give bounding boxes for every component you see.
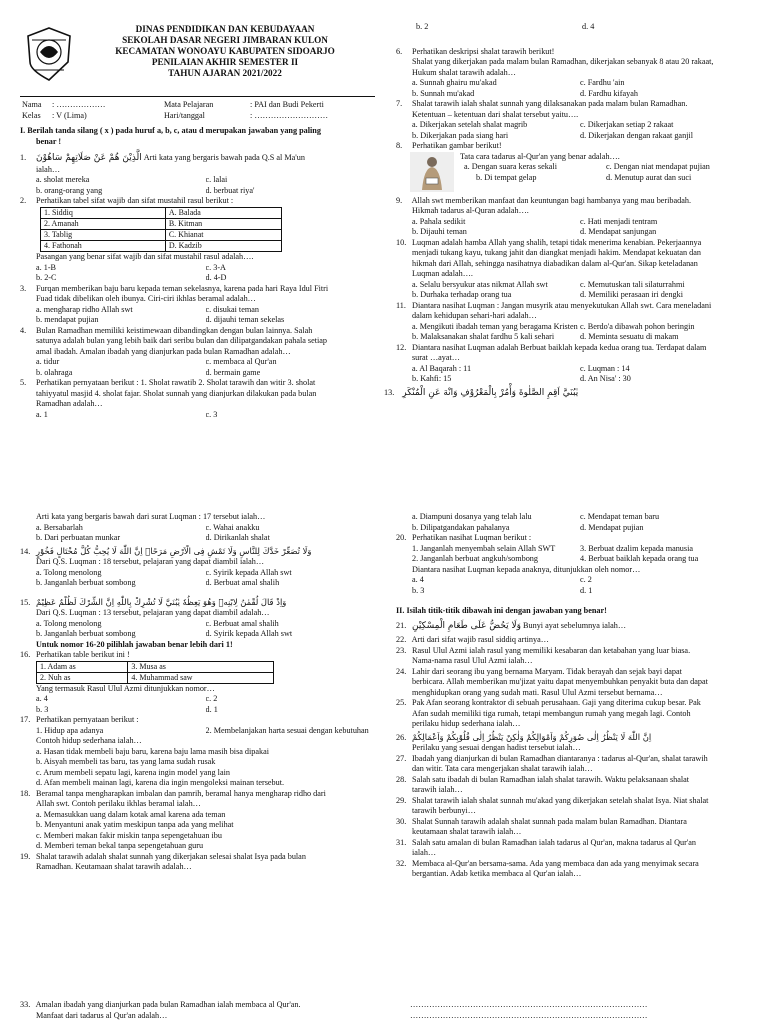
table-cell: 3. Musa as xyxy=(128,661,274,672)
question-number: 10. xyxy=(396,237,407,247)
question-text: dalam kehidupan sehari-hari adalah… xyxy=(412,311,537,320)
option-b[interactable]: b. orang-orang yang xyxy=(36,185,103,195)
question-text: Dari Q.S. Luqman : 13 tersebut, pelajaran yang dapat diambil adalah… xyxy=(36,608,270,617)
question-13-continued xyxy=(20,512,375,544)
option-d[interactable]: d. Berbuat amal shalih xyxy=(205,578,280,587)
left-column-top xyxy=(20,126,375,420)
table-cell: 1. Adam as xyxy=(37,661,128,672)
question-19 xyxy=(20,852,375,873)
option-d[interactable]: d. Syirik kepada Allah swt xyxy=(205,629,293,638)
question-text: Tata cara tadarus al-Qur'an yang benar adalah…. xyxy=(460,151,620,161)
question-text: Pak Afan seorang kontraktor di sebuah perusahaan. Gaji yang diterima cukup besar. Pak xyxy=(412,698,701,708)
question-text: hikmah dari Allah, sehingga nasihatnya diabadikan dalam al-Qur'an. Sikap keteladanan xyxy=(412,258,698,268)
question-text: menjadi tukang kayu, tukang jahit dan diangkat menjadi hakim. Mendapat kekuatan dan xyxy=(412,248,701,257)
option-a[interactable]: a. Hasan tidak membeli baju baru, karena baju lama masih bisa dipakai xyxy=(36,746,270,756)
question-number: 12. xyxy=(396,342,407,352)
table-cell: 4. Muhammad saw xyxy=(128,672,274,683)
option-b[interactable]: b. Aisyah membeli tas baru, tas yang lama sudah rusak xyxy=(36,757,216,767)
option-c[interactable]: c. Memberi makan fakir miskin tanpa sepengetahuan ibu xyxy=(36,830,222,840)
question-text: Perhatikan table berikut ini ! xyxy=(36,650,130,659)
options xyxy=(396,364,748,385)
question-text: Amalan ibadah yang dianjurkan pada bulan Ramadhan ialah membaca al Qur'an. xyxy=(35,1000,301,1009)
question-text: Diantara nasihat Luqman kepada anaknya, ditunjukkan oleh nomor… xyxy=(412,564,641,574)
arabic-verse: وَلَا يَحُضُّ عَلَى طَعَامِ الْمِسْكِيْنِ xyxy=(412,620,521,631)
question-text: amal ibadah. Amalan ibadah yang dianjurkan pada bulan Ramadhan adalah… xyxy=(36,346,291,356)
question-text: Pasangan yang benar sifat wajib dan sifat mustahil rasul adalah…. xyxy=(36,252,254,262)
option-b[interactable]: b. Janganlah berbuat sombong xyxy=(36,629,136,638)
question-number: 1. xyxy=(20,153,27,162)
option-d[interactable]: d. 1 xyxy=(205,704,218,714)
question-8 xyxy=(396,141,748,192)
option-b[interactable]: b. 3 xyxy=(412,585,425,595)
arabic-verse: وَلَا تُصَعِّرْ خَدَّكَ لِلنَّاسِ وَلَا تَمْشِ فِى الْاَرْضِ مَرَحًاۗ اِنَّ اللّٰهَ لَا يُحِبُّ كُلَّ مُخْتَالٍ فَخُوْرٍ xyxy=(36,545,312,556)
question-text: Ramadhan. Keutamaan shalat tarawih adalah… xyxy=(36,862,192,872)
question-31 xyxy=(396,838,748,859)
options xyxy=(20,694,375,715)
question-text: Perhatikan gambar berikut! xyxy=(412,141,502,150)
option-c[interactable]: c. Wahai anakku xyxy=(205,522,260,532)
option-c[interactable]: c. Hati menjadi tentram xyxy=(580,216,658,226)
question-text: tarawih ialah… xyxy=(412,785,463,795)
question-text: ialah… xyxy=(412,848,437,858)
hari-value: : ……………………… xyxy=(250,111,329,120)
mapel-value: : PAI dan Budi Pekerti xyxy=(250,100,324,109)
options xyxy=(396,575,748,596)
question-number: 17. xyxy=(20,715,31,725)
option-c[interactable]: c. 3-A xyxy=(205,262,226,272)
nama-label: Nama xyxy=(22,100,42,109)
question-number: 27. xyxy=(396,753,407,763)
question-text: keutamaan shalat tarawih ialah… xyxy=(412,827,522,837)
statements xyxy=(396,544,748,565)
left-column-bottom xyxy=(20,1000,375,1021)
student-info xyxy=(22,100,372,122)
option-b[interactable]: b. Durhaka terhadap orang tua xyxy=(412,290,512,299)
section-1-title-cont: benar ! xyxy=(36,136,62,146)
option-b[interactable]: b. 2 xyxy=(416,22,429,31)
option-d[interactable]: d. Menutup aurat dan suci xyxy=(606,172,692,182)
question-number: 21. xyxy=(396,620,407,630)
option-a[interactable]: a. mengharap ridho Allah swt xyxy=(36,304,133,314)
question-text: Hukum shalat tarawih adalah… xyxy=(412,67,516,77)
question-4 xyxy=(20,326,375,379)
section-16-title: Untuk nomor 16-20 pilihlah jawaban benar lebih dari 1! xyxy=(36,639,233,649)
options xyxy=(396,512,748,533)
options xyxy=(396,22,748,33)
question-number: 8. xyxy=(396,141,403,150)
question-21 xyxy=(396,621,748,633)
question-text: tahiyyatul masjid 4. sholat fajar. Sholat sunnah yang dianjurkan dilakukan pada bulan xyxy=(36,388,317,398)
question-text: Luqman adalah…. xyxy=(412,269,473,278)
question-text: Shalat yang dikerjakan pada malam bulan Ramadhan, dikerjakan sebanyak 8 atau 20 rakaat, xyxy=(412,57,714,66)
option-c[interactable]: c. Fardhu 'ain xyxy=(580,78,625,87)
options xyxy=(396,78,748,99)
statements xyxy=(20,726,375,737)
option-b[interactable]: b. Sunnah mu'akad xyxy=(412,88,475,98)
quran-reading-illustration-icon xyxy=(410,152,454,192)
option-b[interactable]: b. olahraga xyxy=(36,367,73,377)
question-27 xyxy=(396,754,748,775)
question-text: satunya adalah bulan yang lebih baik dari seribu bulan dan dilipatgandakan pahala setiap xyxy=(36,336,328,346)
question-text: Yang termasuk Rasul Ulul Azmi ditunjukkan nomor… xyxy=(36,683,215,693)
question-text: menghidupkan orang yang sudah mati. Rasul Ulul Azmi tersebut bernama… xyxy=(412,687,663,697)
question-10 xyxy=(396,238,748,301)
question-12 xyxy=(396,343,748,385)
option-b[interactable]: b. Kahfi: 15 xyxy=(412,374,452,383)
right-column-middle xyxy=(396,512,748,880)
question-text: Perhatikan deskripsi shalat tarawih berikut! xyxy=(412,46,555,56)
question-text: bergantian. Adab ketika membaca al Qur'an ialah… xyxy=(412,869,582,879)
question-number: 28. xyxy=(396,774,407,784)
option-c[interactable]: c. Arum membeli sepatu lagi, karena ingin model yang lain xyxy=(36,767,230,777)
question-16 xyxy=(20,650,375,715)
arabic-verse: الَّذِيْنَ هُمْ عَنْ صَلَاتِهِمْ سَاهُوْنَ xyxy=(36,153,142,163)
letterhead xyxy=(20,20,375,94)
question-text: Manfaat dari tadarus al Qur'an adalah… xyxy=(36,1010,168,1020)
options xyxy=(20,619,375,640)
option-d[interactable]: d. Mendapat sanjungan xyxy=(580,227,657,236)
question-number: 11. xyxy=(396,300,406,310)
question-number: 31. xyxy=(396,837,407,847)
option-d[interactable]: d. bermain game xyxy=(205,367,261,377)
question-29 xyxy=(396,796,748,817)
option-c[interactable]: c. Memutuskan tali silaturrahmi xyxy=(580,279,685,289)
question-30 xyxy=(396,817,748,838)
option-a[interactable]: a. Tolong menolong xyxy=(36,567,102,577)
question-number: 23. xyxy=(396,645,407,655)
question-33 xyxy=(20,1000,375,1021)
mapel-label: Mata Pelajaran xyxy=(164,100,214,109)
question-number: 4. xyxy=(20,325,27,335)
question-text: Afan sudah memiliki tiga rumah, tetapi membangun rumah yang megah lagi. Contoh xyxy=(412,708,691,718)
question-text: Perhatikan tabel sifat wajib dan sifat mustahil rasul berikut : xyxy=(36,196,234,206)
option-b[interactable]: b. Malaksanakan shalat fardhu 5 kali sehari xyxy=(412,332,555,341)
option-d[interactable]: d. Mendapat pujian xyxy=(580,522,644,532)
option-a[interactable]: a. Al Baqarah : 11 xyxy=(412,363,472,373)
option-d[interactable]: d. Memiliki perasaan iri dengki xyxy=(580,290,683,299)
question-text: Allah swt memberikan manfaat dan keuntungan bagi hambanya yang mau beribadah. xyxy=(411,195,692,205)
question-text: Salah satu amalan di bulan Ramadhan ialah tadarus al Qur'an, makna tadarus al Qur'an xyxy=(412,837,697,847)
hari-label: Hari/tanggal xyxy=(164,111,205,120)
option-a[interactable]: a. Diampuni dosanya yang telah lalu xyxy=(412,512,532,521)
option-d[interactable]: d. dijauhi teman sekelas xyxy=(205,315,285,325)
option-c[interactable]: c. Berdo'a dibawah pohon beringin xyxy=(580,321,695,331)
question-2 xyxy=(20,196,375,284)
statement-1: 1. Janganlah menyembah selain Allah SWT xyxy=(412,543,556,553)
header-line: SEKOLAH DASAR NEGERI JIMBARAN KULON xyxy=(122,35,328,46)
options xyxy=(20,568,375,589)
option-c[interactable]: c. Berbuat amal shalih xyxy=(205,618,279,628)
option-d[interactable]: d. Dirikanlah shalat xyxy=(205,533,270,542)
question-number: 18. xyxy=(20,788,31,798)
table-cell: D. Kadzib xyxy=(165,241,281,252)
question-text: Perhatikan nasihat Luqman berikut : xyxy=(412,533,532,542)
table-cell: C. Khianat xyxy=(165,229,281,240)
question-text: Salah satu ibadah di bulan Ramadhan ialah shalat tarawih. Waktu pelaksanaan shalat xyxy=(412,774,690,784)
answer-line[interactable]: …………………………………………………………………………… xyxy=(410,1010,648,1020)
question-text: Shalat tarawih adalah shalat sunnah yang dikerjakan selesai shalat Isya pada bulan xyxy=(36,851,306,861)
question-number: 19. xyxy=(20,851,31,861)
question-text: Arti kata yang bergaris bawah pada Q.S al Ma'un xyxy=(143,153,305,162)
options xyxy=(454,162,748,183)
school-crest-icon xyxy=(24,26,74,82)
statement-1: 1. Hidup apa adanya xyxy=(36,725,104,735)
question-text: Contoh hidup sederhana ialah… xyxy=(36,736,142,746)
question-number: 24. xyxy=(396,666,407,676)
question-text: Arti kata yang bergaris bawah dari surat Luqman : 17 tersebut ialah… xyxy=(36,512,266,521)
question-number: 7. xyxy=(396,99,403,108)
nama-value: : ……………… xyxy=(52,100,106,109)
options xyxy=(20,523,375,544)
question-number: 6. xyxy=(396,46,403,56)
options xyxy=(20,305,375,326)
question-text: Dari Q.S. Luqman : 18 tersebut, pelajaran yang dapat diambil ialah… xyxy=(36,557,265,566)
question-number: 3. xyxy=(20,283,27,293)
option-b[interactable]: b. Dijauhi teman xyxy=(412,227,467,236)
question-text: Perilaku yang sesuai dengan hadist tersebut ialah… xyxy=(412,743,581,753)
section-1-title: I. Berilah tanda silang ( x ) pada huruf a, b, c, atau d merupakan jawaban yang paling xyxy=(20,126,321,135)
kelas-value: : V (Lima) xyxy=(52,111,87,120)
question-5 xyxy=(20,378,375,420)
question-text: surat …ayat… xyxy=(412,353,460,362)
option-b[interactable]: b. 3 xyxy=(36,704,49,714)
option-b[interactable]: b. Di tempat gelap xyxy=(476,172,537,182)
arabic-verse: يٰبُنَيَّ اَقِمِ الصَّلٰوةَ وَأْمُرْ بِالْمَعْرُوْفِ وَانْهَ عَنِ الْمُنْكَرِ xyxy=(402,387,579,398)
option-a[interactable]: a. 4 xyxy=(36,694,48,704)
rasul-table xyxy=(36,661,274,684)
option-b[interactable]: b. 2-C xyxy=(36,273,57,283)
left-column-middle xyxy=(20,512,375,873)
option-d[interactable]: d. 1 xyxy=(580,585,593,595)
statement-2: 2. Janganlah berbuat angkuh/sombong xyxy=(412,554,538,563)
question-text: perilaku hidup sederhana ialah… xyxy=(412,719,521,729)
header-line: PENILAIAN AKHIR SEMESTER II xyxy=(151,57,299,68)
header-divider xyxy=(20,96,375,97)
question-17 xyxy=(20,715,375,789)
answer-line[interactable]: …………………………………………………………………………… xyxy=(410,1000,648,1009)
question-text: Shalat Sunnah tarawih adalah shalat sunnah pada malam bulan Ramadhan. Diantara xyxy=(412,816,687,826)
question-24 xyxy=(396,667,748,699)
question-6 xyxy=(396,47,748,100)
question-9 xyxy=(396,196,748,238)
question-text: Hikmah tadarus al-Quran adalah…. xyxy=(412,206,529,215)
table-cell: B. Kitman xyxy=(165,218,281,229)
option-a[interactable]: a. 1-B xyxy=(36,262,57,272)
question-text: Luqman adalah hamba Allah yang shalih, tetapi tidak menerima kenabian. Pekerjaannya xyxy=(412,237,702,247)
option-c[interactable]: c. 3 xyxy=(205,409,218,419)
options xyxy=(396,120,748,141)
option-a[interactable]: a. 1 xyxy=(36,409,48,419)
option-c[interactable]: c. Dengan niat mendapat pujian xyxy=(606,162,710,171)
option-c[interactable]: c. Mendapat teman baru xyxy=(580,512,660,521)
question-number: 2. xyxy=(20,196,27,206)
question-text: Bunyi ayat sebelumnya ialah… xyxy=(523,620,627,630)
question-number: 29. xyxy=(396,795,407,805)
question-number: 15. xyxy=(20,597,31,607)
question-text: Rasul Ulul Azmi ialah rasul yang memiliki kesabaran dan ketabahan yang luar biasa. xyxy=(412,645,691,655)
question-text: Nama-nama rasul Ulul Azmi ialah… xyxy=(412,656,533,666)
statement-3: 3. Berbuat dzalim kepada manusia xyxy=(580,543,693,553)
options xyxy=(396,280,748,301)
question-text: Ibadah yang dianjurkan di bulan Ramadhan diantaranya : tadarus al-Qur'an, shalat tarawih xyxy=(412,753,708,763)
options xyxy=(396,217,748,238)
option-a[interactable]: a. Tolong menolong xyxy=(36,618,102,628)
question-number: 22. xyxy=(396,635,407,645)
answer-lines xyxy=(410,1000,748,1021)
option-a[interactable]: a. Pahala sedikit xyxy=(412,216,466,226)
question-text: tarawih berbunyi… xyxy=(412,806,476,816)
question-22 xyxy=(396,635,748,646)
question-26 xyxy=(396,732,748,754)
option-a[interactable]: a. tidur xyxy=(36,357,60,367)
options xyxy=(20,357,375,378)
letterhead-text xyxy=(80,24,370,79)
option-a[interactable]: a. Sunnah ghairu mu'akad xyxy=(412,78,497,87)
option-c[interactable]: c. Syirik kepada Allah swt xyxy=(205,567,292,577)
option-b[interactable]: b. mendapat pujian xyxy=(36,315,99,325)
option-a[interactable]: a. Dikerjakan setelah shalat magrib xyxy=(412,120,528,129)
option-c[interactable]: c. disukai teman xyxy=(205,304,259,314)
statement-2: 2. Membelanjakan harta sesuai dengan kebutuhan xyxy=(205,725,369,735)
arabic-verse: وَاِذْ قَالَ لُقْمٰنُ لِابْنِهٖ وَهُوَ يَعِظُهٗ يٰبُنَيَّ لَا تُشْرِكْ بِاللّٰهِ اِنَّ الشِّرْكَ لَظُلْمٌ عَظِيْمٌ xyxy=(36,596,287,607)
table-cell: A. Balada xyxy=(165,207,281,218)
options xyxy=(20,263,375,284)
option-b[interactable]: b. Dilipatgandakan pahalanya xyxy=(412,522,510,532)
options xyxy=(20,175,375,196)
option-d[interactable]: d. Memberi teman bekal tanpa sepengetahuan guru xyxy=(36,841,204,851)
option-a[interactable]: a. Memasukkan uang dalam kotak amal karena ada teman xyxy=(36,809,226,819)
question-text: Arti dari sifat wajib rasul siddiq artinya… xyxy=(411,635,549,645)
kelas-label: Kelas xyxy=(22,111,41,120)
option-d[interactable]: d. Meminta sesuatu di makam xyxy=(580,332,679,341)
question-text: Ketentuan – ketentuan dari shalat tersebut yaitu…. xyxy=(412,109,579,119)
table-cell: 3. Tablig xyxy=(41,229,166,240)
question-23 xyxy=(396,646,748,667)
question-text: Perhatikan pernyataan berikut : 1. Sholat rawatib 2. Sholat tarawih dan witir 3. sholat xyxy=(36,378,316,388)
option-b[interactable]: b. Dari perbuatan munkar xyxy=(36,533,121,542)
question-18 xyxy=(20,789,375,852)
option-d[interactable]: d. Dikerjakan dengan rakaat ganjil xyxy=(580,130,693,140)
question-number: 20. xyxy=(396,533,407,542)
question-text: Shalat tarawih ialah shalat sunnah mu'akad yang dikerjakan setelah shalat Isya. Niat shalat xyxy=(412,795,709,805)
option-c[interactable]: c. 2 xyxy=(580,575,592,584)
question-number: 5. xyxy=(20,378,27,388)
question-14 xyxy=(20,546,375,589)
question-number: 32. xyxy=(396,858,407,868)
option-d[interactable]: d. Fardhu kifayah xyxy=(580,88,638,98)
question-1 xyxy=(20,153,375,196)
question-text: Ramadhan adalah… xyxy=(36,399,103,409)
question-28 xyxy=(396,775,748,796)
option-a[interactable]: a. 4 xyxy=(412,575,424,584)
question-text: Fuad tidak dibelikan oleh ibunya. Ciri-ciri ikhlas beramal adalah… xyxy=(36,294,256,304)
option-c[interactable]: c. lalai xyxy=(205,175,228,185)
table-cell: 2. Amanah xyxy=(41,218,166,229)
statement-4: 4. Berbuat baiklah kepada orang tua xyxy=(580,554,699,563)
sifat-table xyxy=(40,207,282,253)
question-text: Furqan memberikan baju baru kepada teman sekelasnya, karena pada hari Raya Idul Fitri xyxy=(36,283,329,293)
option-c[interactable]: c. 2 xyxy=(205,694,218,704)
question-text: Diantara nasihat Luqman adalah Berbuat baiklah kepada kedua orang tua. Terdapat dalam xyxy=(412,342,707,352)
option-a[interactable]: a. Selalu bersyukur atas nikmat Allah swt xyxy=(412,279,548,289)
options xyxy=(396,322,748,343)
option-b[interactable]: b. Dikerjakan pada siang hari xyxy=(412,130,509,140)
question-number: 25. xyxy=(396,698,407,708)
option-d[interactable]: d. Afan membeli mainan lagi, karena dia ingin mengoleksi mainan tersebut. xyxy=(36,778,285,788)
question-number: 26. xyxy=(396,732,407,742)
option-b[interactable]: b. Menyantuni anak yatim meskipun tanpa ada yang melihat xyxy=(36,820,234,830)
question-15 xyxy=(20,597,375,640)
section-2-title: II. Isilah titik-titik dibawah ini dengan jawaban yang benar! xyxy=(396,606,607,615)
question-text: Allah swt. Contoh perilaku ikhlas beramal ialah… xyxy=(36,799,201,809)
question-number: 16. xyxy=(20,650,31,659)
option-a[interactable]: a. Mengikuti ibadah teman yang beragama Kristen xyxy=(412,321,578,331)
option-d[interactable]: d. berbuat riya' xyxy=(205,185,255,195)
question-25 xyxy=(396,698,748,730)
question-number: 14. xyxy=(20,546,31,556)
option-d[interactable]: d. An Nisa' : 30 xyxy=(580,374,631,383)
question-text: Shalat tarawih ialah shalat sunnah yang dilaksanakan pada malam bulan Ramadhan. xyxy=(412,99,688,108)
question-text: Beramal tanpa mengharapkan imbalan dan pamrih, beramal hanya mengharap ridho dari xyxy=(36,788,326,798)
question-11 xyxy=(396,301,748,343)
header-line: DINAS PENDIDIKAN DAN KEBUDAYAAN xyxy=(135,24,315,34)
header-line: KECAMATAN WONOAYU KABUPATEN SIDOARJO xyxy=(115,46,335,57)
question-20 xyxy=(396,533,748,596)
question-text: Diantara nasihat Luqman : Jangan musyrik atau menyekutukan Allah swt. Cara meneladani xyxy=(412,300,712,310)
table-cell: 4. Fathonah xyxy=(41,241,166,252)
question-3 xyxy=(20,284,375,326)
table-cell: 2. Nuh as xyxy=(37,672,128,683)
question-32 xyxy=(396,859,748,880)
right-column-top xyxy=(384,22,748,399)
option-a[interactable]: a. Bersabarlah xyxy=(36,522,83,532)
option-b[interactable]: b. Janganlah berbuat sombong xyxy=(36,578,136,587)
option-a[interactable]: a. Dengan suara keras sekali xyxy=(464,162,557,171)
question-text: dan witir. Tata cara mengerjakan shalat tarawih ialah… xyxy=(412,764,593,774)
question-13 xyxy=(384,387,748,400)
question-text: Perhatikan pernyataan berikut : xyxy=(36,715,139,725)
question-text: berbicara. Allah memberikan mu'jizat yaitu dapat menyembuhkan penyakit buta dan dapat xyxy=(412,677,708,687)
option-a[interactable]: a. sholat mereka xyxy=(36,175,90,185)
question-text: ialah… xyxy=(36,164,61,174)
question-text: Lahir dari seorang ibu yang bernama Maryam. Tidak berayah dan sejak bayi dapat xyxy=(412,666,682,676)
question-number: 30. xyxy=(396,816,407,826)
option-c[interactable]: c. Luqman : 14 xyxy=(580,363,630,373)
table-cell: 1. Siddiq xyxy=(41,207,166,218)
question-7 xyxy=(396,99,748,141)
question-number: 33. xyxy=(20,1000,31,1009)
option-c[interactable]: c. membaca al Qur'an xyxy=(205,357,277,367)
option-d[interactable]: d. 4 xyxy=(582,22,595,31)
header-line: TAHUN AJARAN 2021/2022 xyxy=(168,68,282,79)
question-text: Membaca al-Qur'an bersama-sama. Ada yang membaca dan ada yang menyimak secara xyxy=(412,858,699,868)
options xyxy=(20,410,375,421)
question-text: Bulan Ramadhan memiliki keistimewaan dibandingkan dengan bulan lainnya. Salah xyxy=(36,325,313,335)
arabic-hadith: اِنَّ اللّٰهَ لَا يَنْظُرُ اِلٰى صُوَرِكُمْ وَاَمْوَالِكُمْ وَلٰكِنْ يَنْظُرُ اِلٰى قُلُوْبِكُمْ وَاَعْمَالِكُمْ xyxy=(412,731,652,742)
question-number: 9. xyxy=(396,195,403,205)
question-number: 13. xyxy=(384,387,395,397)
option-d[interactable]: d. 4-D xyxy=(205,273,227,283)
option-c[interactable]: c. Dikerjakan setiap 2 rakaat xyxy=(580,120,674,129)
